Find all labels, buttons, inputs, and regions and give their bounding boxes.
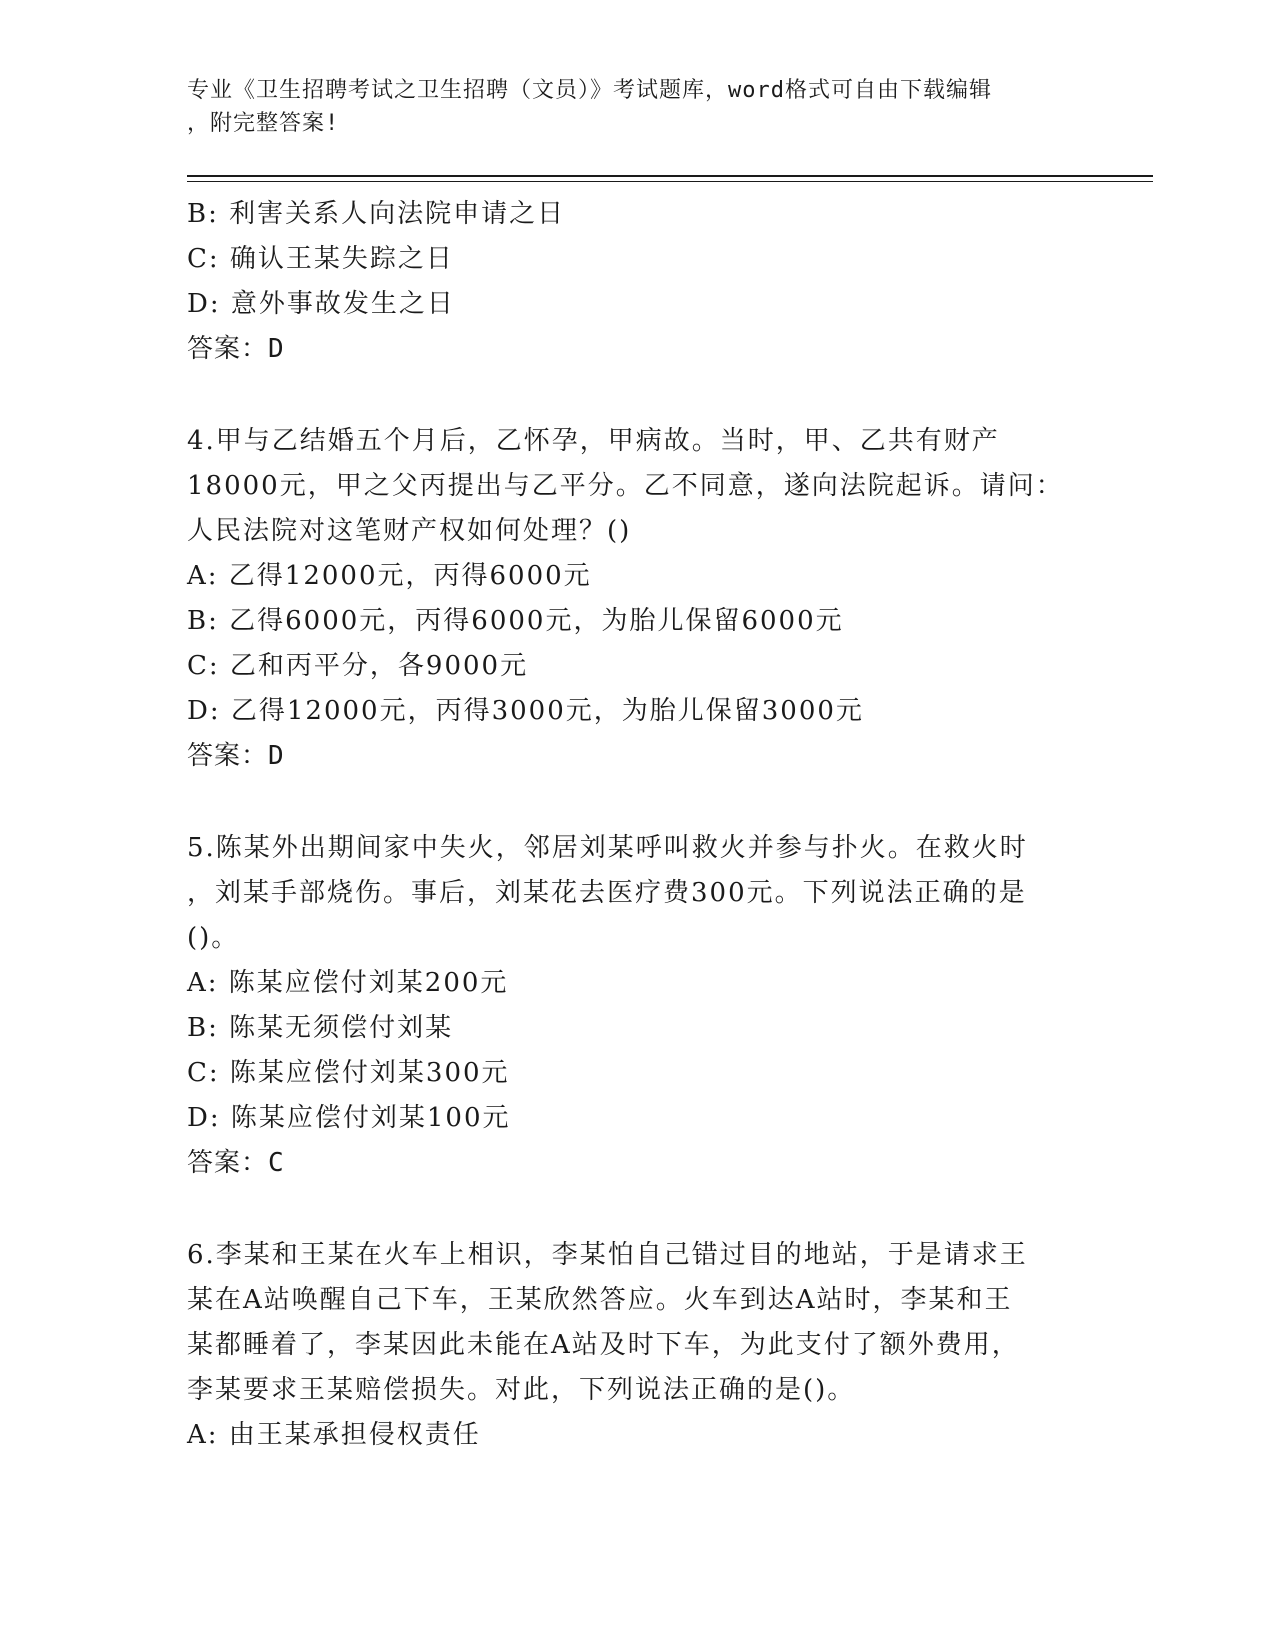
option-c: C: 确认王某失踪之日 (187, 244, 454, 274)
option-d: D: 乙得12000元，丙得3000元，为胎儿保留3000元 (187, 696, 864, 726)
option-d: D: 陈某应偿付刘某100元 (187, 1103, 511, 1133)
question-5 (187, 826, 1067, 1186)
question-stem-line: ，刘某手部烧伤。事后，刘某花去医疗费300元。下列说法正确的是 (187, 878, 1027, 908)
document-header (187, 74, 1067, 140)
answer-line: 答案：D (187, 741, 285, 771)
option-b: B: 陈某无须偿付刘某 (187, 1013, 454, 1043)
header-rule-thin (187, 181, 1153, 182)
spacer (187, 372, 1067, 419)
header-rule-thick (187, 175, 1153, 177)
answer-line: 答案：C (187, 1148, 285, 1178)
question-stem-line: ()。 (187, 923, 240, 953)
answer-line: 答案：D (187, 334, 285, 364)
spacer (187, 1186, 1067, 1233)
question-stem-line: 某在A站唤醒自己下车，王某欣然答应。火车到达A站时，李某和王 (187, 1285, 1013, 1315)
option-b: B: 乙得6000元，丙得6000元，为胎儿保留6000元 (187, 606, 844, 636)
option-d: D: 意外事故发生之日 (187, 289, 455, 319)
question-stem-line: 某都睡着了，李某因此未能在A站及时下车，为此支付了额外费用， (187, 1330, 1020, 1360)
question-stem-line: 6.李某和王某在火车上相识，李某怕自己错过目的地站，于是请求王 (187, 1240, 1028, 1270)
option-b: B: 利害关系人向法院申请之日 (187, 199, 566, 229)
option-c: C: 乙和丙平分，各9000元 (187, 651, 529, 681)
option-a: A: 陈某应偿付刘某200元 (187, 968, 509, 998)
question-stem-line: 4.甲与乙结婚五个月后，乙怀孕，甲病故。当时，甲、乙共有财产 (187, 426, 1000, 456)
question-4 (187, 419, 1067, 779)
question-stem-line: 人民法院对这笔财产权如何处理？() (187, 516, 632, 546)
header-line-2: ，附完整答案! (187, 111, 340, 136)
option-a: A: 由王某承担侵权责任 (187, 1420, 481, 1450)
spacer (187, 779, 1067, 826)
question-stem-line: 李某要求王某赔偿损失。对此，下列说法正确的是()。 (187, 1375, 856, 1405)
option-c: C: 陈某应偿付刘某300元 (187, 1058, 510, 1088)
question-6 (187, 1233, 1067, 1458)
header-line-1: 专业《卫生招聘考试之卫生招聘（文员）》考试题库，word格式可自由下载编辑 (187, 78, 992, 103)
question-stem-line: 18000元，甲之父丙提出与乙平分。乙不同意，遂向法院起诉。请问： (187, 471, 1064, 501)
question-3-tail (187, 192, 1067, 372)
question-content (187, 192, 1067, 1458)
question-stem-line: 5.陈某外出期间家中失火，邻居刘某呼叫救火并参与扑火。在救火时 (187, 833, 1028, 863)
option-a: A: 乙得12000元，丙得6000元 (187, 561, 592, 591)
